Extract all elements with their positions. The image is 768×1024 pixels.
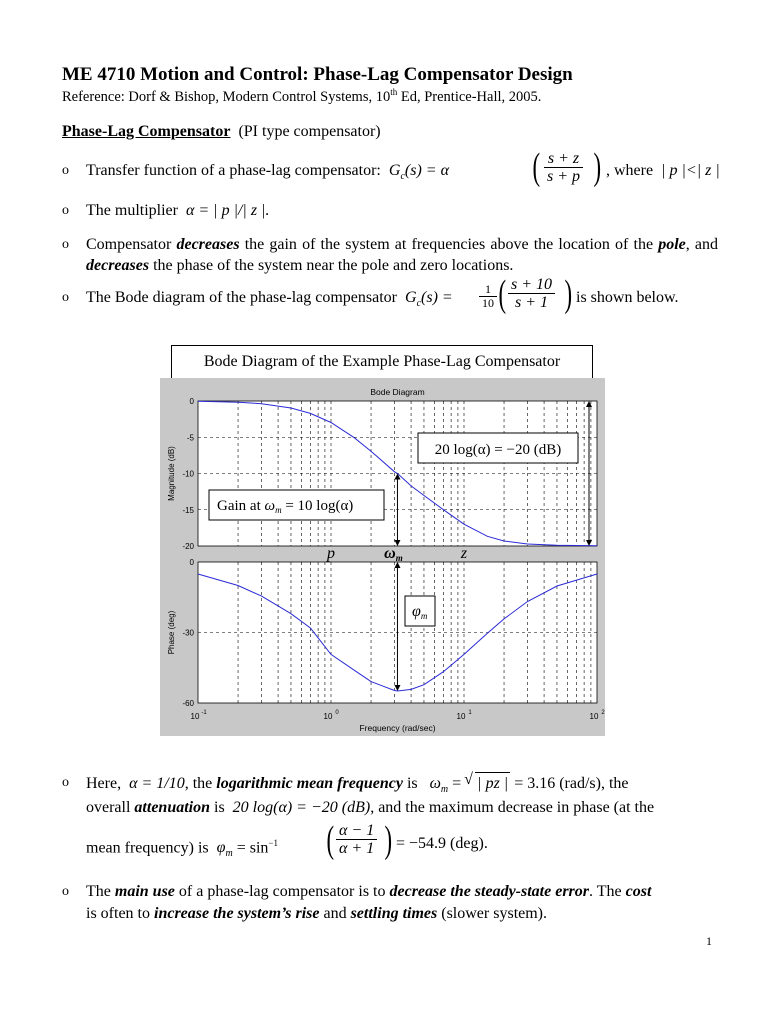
phase-y-tick-label: -60 (182, 699, 194, 708)
gain-annotation-text: Gain at $\omega_m = 10$ log(α) (217, 498, 354, 515)
section-heading (62, 123, 381, 141)
x-tick-label: 10 (190, 712, 200, 721)
attenuation-annotation-text: 20 log(α) = −20 (dB) (434, 442, 562, 458)
magnitude-y-tick-label: 0 (189, 397, 194, 406)
gc-equation: $G_c(s) = \alpha$ (388, 162, 449, 183)
x-tick-exponent: 0 (335, 710, 339, 716)
magnitude-y-tick-label: -10 (182, 469, 194, 479)
reference-line: Reference: Dorf & Bishop, Modern Control Systems, 10th Ed, Prentice-Hall, 2005. (62, 87, 542, 105)
x-tick-label: 10 (323, 712, 333, 721)
x-axis-label: Frequency (rad/sec) (359, 723, 436, 733)
mean-frequency-label: ωm (384, 545, 403, 563)
phi-annotation-text: φm (412, 603, 428, 621)
bode-figure (160, 378, 605, 736)
x-tick-exponent: 2 (601, 710, 605, 716)
magnitude-y-axis-label: Magnitude (dB) (167, 446, 176, 501)
gc-fraction: $\frac{s + z}{s + p}$ (544, 150, 583, 185)
page-number: 1 (706, 934, 712, 948)
x-tick-exponent: 1 (468, 710, 472, 716)
magnitude-y-tick-label: -5 (186, 433, 194, 443)
chart-title: Bode Diagram (370, 387, 425, 397)
pole-label: p (327, 545, 335, 562)
page: ME 4710 Motion and Control: Phase-Lag Compensator Design Reference: Dorf & Bishop, Modern Control Systems, 10th Ed, Prentice-Hall, 2005. Phase-Lag Compensator (PI type compensator) o Transfer function of a phase-lag compensator: $G_c(s) = \alpha$ ( $\frac{s + z}{s + p}$ ) , where | p |<| z | o The multiplier α = | p |/| z |. o Compensator decreases the gain of the system at frequencies above the location of the pole, and decreases the phase of the system near the pole and zero locations. o The Bode diagram of the phase-lag compensator $G_c(s)$ = $\frac{1}{10}$ ( $\frac{s + 10}{s + 1}$ ) is shown below. Bode Diagram of the Example Phase-Lag Compensator 0 -5 -10 -15 -20 Magnitude (dB) 0 -30 -60 Phase (deg) Bode Diagram 10 -1 10 0 10 1 10 2 Frequency (rad/sec) Gain at $\omega_m = 10$ log(α) 20 log(α) = −20 (dB) φm p ωm z o Here, α = 1/10, the logarithmic mean frequency is $\omega_m$ = √ | pz | = 3.16 (rad/s), the overall attenuation is 20 log(α) = −20 (dB), and the maximum decrease in phase (at the mean frequency) is $\varphi_m = \sin^{-1}$ ( $\frac{\alpha - 1}{\alpha + 1}$ ) = −54.9 (deg). o The main use of a phase-lag compensator is to decrease the steady-state error. The cost is often to increase the system’s rise and settling times (slower system). 1 (62, 64, 720, 948)
x-tick-label: 10 (589, 712, 599, 721)
magnitude-y-tick-label: -20 (182, 542, 194, 551)
zero-label: z (460, 545, 468, 562)
phase-y-tick-label: -30 (182, 628, 194, 638)
figure-title: Bode Diagram of the Example Phase-Lag Compensator (171, 345, 593, 379)
x-tick-label: 10 (456, 712, 466, 721)
phase-y-axis-label: Phase (deg) (167, 610, 176, 655)
page-title: ME 4710 Motion and Control: Phase-Lag Compensator Design (62, 64, 573, 85)
bode-chart (160, 378, 605, 736)
phase-y-tick-label: 0 (189, 558, 194, 567)
section-subtitle: (PI type compensator) (238, 123, 381, 140)
bullet-marker: o (62, 163, 69, 178)
x-tick-exponent: -1 (201, 710, 207, 716)
section-title: Phase-Lag Compensator (62, 123, 231, 140)
magnitude-y-tick-label: -15 (182, 505, 194, 515)
sqrt-expression: √ | pz | (464, 771, 509, 792)
